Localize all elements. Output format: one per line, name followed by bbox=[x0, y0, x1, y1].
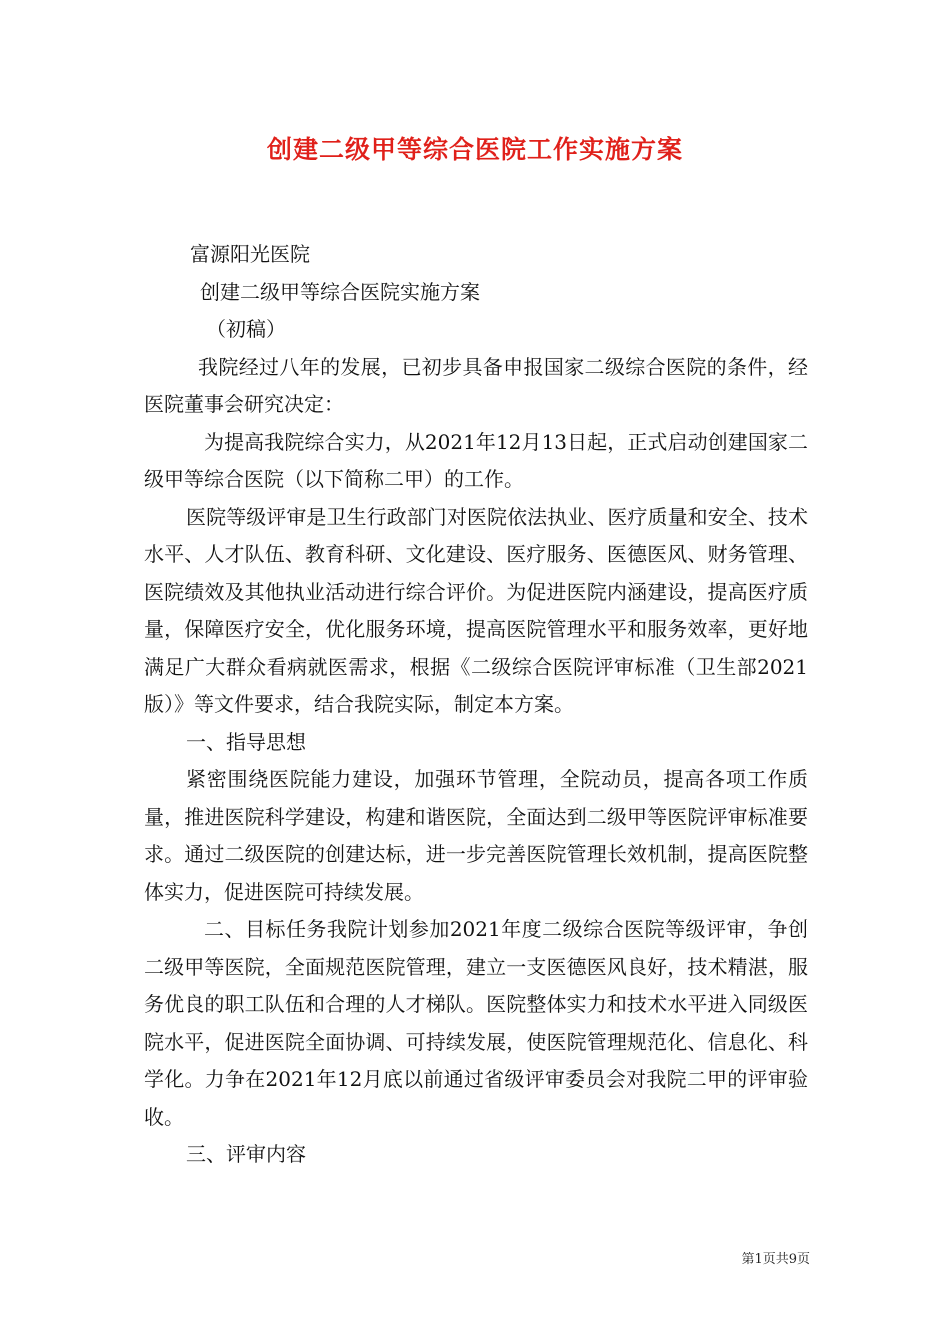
draft-note: （初稿） bbox=[206, 317, 286, 341]
hospital-name: 富源阳光医院 bbox=[190, 242, 310, 266]
document-title: 创建二级甲等综合医院工作实施方案 bbox=[266, 135, 683, 164]
target-tasks-paragraph: 二、目标任务我院计划参加2021年度二级综合医院等级评审，争创二级甲等医院，全面规范医院管理，建立一支医德医风良好，技术精湛，服务优良的职工队伍和合理的人才梯队。医院整体实力和技术水平进入同级医院水平，促进医院全面协调、可持续发展，使医院管理规范化、信息化、科学化。力争在2021年12月底以前通过省级评审委员会对我院二甲的评审验收。 bbox=[144, 917, 808, 1129]
page-number: 第1页共9页 bbox=[741, 1252, 810, 1267]
plan-subtitle: 创建二级甲等综合医院实施方案 bbox=[200, 279, 480, 304]
launch-paragraph: 为提高我院综合实力，从2021年12月13日起，正式启动创建国家二级甲等综合医院（以下简称二甲）的工作。 bbox=[144, 429, 808, 491]
guiding-ideology-paragraph: 紧密围绕医院能力建设，加强环节管理，全院动员，提高各项工作质量，推进医院科学建设，构建和谐医院，全面达到二级甲等医院评审标准要求。通过二级医院的创建达标，进一步完善医院管理长效机制，提高医院整体实力，促进医院可持续发展。 bbox=[144, 767, 808, 904]
section-heading-review-content: 三、评审内容 bbox=[186, 1142, 306, 1166]
section-heading-guiding-ideology: 一、指导思想 bbox=[186, 729, 306, 754]
evaluation-paragraph: 医院等级评审是卫生行政部门对医院依法执业、医疗质量和安全、技术水平、人才队伍、教育科研、文化建设、医疗服务、医德医风、财务管理、医院绩效及其他执业活动进行综合评价。为促进医院内涵建设，提高医疗质量，保障医疗安全，优化服务环境，提高医院管理水平和服务效率，更好地满足广大群众看病就医需求，根据《二级综合医院评审标准（卫生部2021版）》等文件要求，结合我院实际，制定本方案。 bbox=[144, 504, 808, 716]
document-body bbox=[144, 236, 808, 1174]
intro-paragraph: 我院经过八年的发展，已初步具备申报国家二级综合医院的条件，经医院董事会研究决定： bbox=[144, 354, 808, 416]
